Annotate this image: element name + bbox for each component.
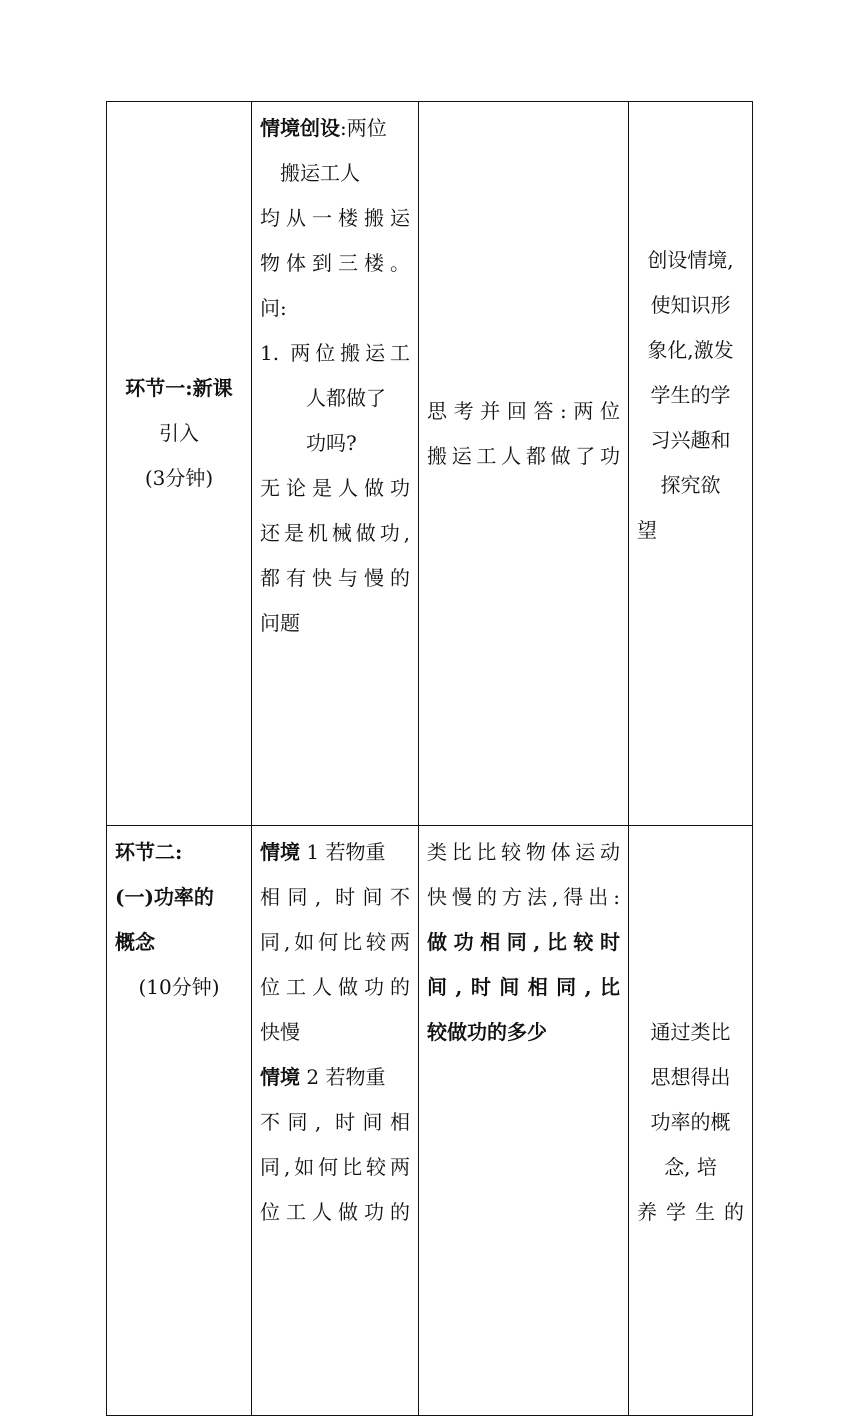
intent-text-line: 创设情境, — [647, 248, 734, 272]
stage-duration: (3分钟) — [144, 466, 214, 490]
student-text-line: 快慢的方法,得出: — [427, 885, 620, 909]
teacher-text-line: 问: — [260, 296, 287, 320]
scenario-2-label: 情境 — [260, 1065, 300, 1089]
stage-cell — [107, 826, 252, 1416]
scenario-heading — [260, 106, 410, 151]
student-activity-cell — [419, 102, 629, 826]
intent-text-line: 通过类比 — [650, 1020, 731, 1044]
design-intent-cell — [629, 102, 753, 826]
teacher-text-line: 功吗? — [306, 431, 357, 455]
teacher-text-line: 1. 两位搬运工 — [260, 341, 410, 365]
teacher-text-line: 位工人做功的 — [260, 975, 410, 999]
scenario-1-heading — [260, 830, 410, 875]
student-text-line: 类比比较物体运动 — [427, 840, 620, 864]
scenario-label: 情境创设 — [260, 116, 340, 140]
scenario-2-heading — [260, 1055, 410, 1100]
intent-text-line: 念, 培 — [664, 1155, 717, 1179]
stage-cell — [107, 102, 252, 826]
teacher-activity-cell — [252, 826, 419, 1416]
intent-text-line: 学生的学 — [650, 383, 731, 407]
student-text-line: 思考并回答:两位 — [427, 398, 620, 423]
intent-text-line: 探究欲 — [660, 473, 721, 497]
stage-subtitle-cont: 概念 — [115, 930, 155, 954]
intent-text-line: 望 — [637, 518, 657, 542]
teacher-text-line: 无论是人做功 — [260, 476, 410, 500]
teacher-text-line: 物体到三楼。 — [260, 251, 410, 275]
teacher-text-line: 还是机械做功, — [260, 521, 410, 545]
scenario-label-rest: :两位 — [340, 116, 387, 140]
teacher-text-line: 不同, 时间相 — [260, 1110, 410, 1134]
teacher-text-line: 人都做了 — [306, 386, 386, 410]
teacher-text-line: 位工人做功的 — [260, 1200, 410, 1224]
design-intent-cell — [629, 826, 753, 1416]
stage-subtitle: 引入 — [159, 421, 199, 445]
teacher-text-line: 搬运工人 — [280, 161, 360, 185]
student-conclusion-line: 较做功的多少 — [427, 1020, 547, 1044]
teacher-text-line: 都有快与慢的 — [260, 566, 410, 590]
stage-title: 环节一:新课 — [125, 376, 233, 400]
teacher-text-line: 同,如何比较两 — [260, 1155, 410, 1179]
teacher-text-line: 问题 — [260, 611, 300, 635]
teacher-text-line: 快慢 — [260, 1020, 300, 1044]
intent-text-line: 思想得出 — [650, 1065, 731, 1089]
student-conclusion-line: 间,时间相同,比 — [427, 975, 620, 999]
intent-text-line: 象化,激发 — [647, 338, 734, 362]
scenario-1-label: 情境 — [260, 840, 300, 864]
lesson-plan-table — [106, 101, 753, 1416]
scenario-1-label-rest: 1 若物重 — [300, 840, 386, 864]
teacher-text-line: 相同, 时间不 — [260, 885, 410, 909]
table-row — [107, 102, 753, 826]
stage-duration: (10分钟) — [138, 975, 220, 999]
student-conclusion-line: 做功相同,比较时 — [427, 930, 620, 954]
table-row — [107, 826, 753, 1416]
intent-text-line: 养学生的 — [637, 1200, 744, 1224]
teacher-activity-cell — [252, 102, 419, 826]
intent-text-line: 功率的概 — [650, 1110, 731, 1134]
stage-title: 环节二: — [115, 840, 183, 864]
student-text-line: 搬运工人都做了功 — [427, 443, 620, 468]
intent-text-line: 习兴趣和 — [650, 428, 731, 452]
intent-text-line: 使知识形 — [650, 293, 731, 317]
scenario-2-label-rest: 2 若物重 — [300, 1065, 386, 1089]
student-activity-cell — [419, 826, 629, 1416]
teacher-text-line: 均从一楼搬运 — [260, 206, 410, 230]
stage-subtitle: (一)功率的 — [115, 885, 214, 909]
teacher-text-line: 同,如何比较两 — [260, 930, 410, 954]
